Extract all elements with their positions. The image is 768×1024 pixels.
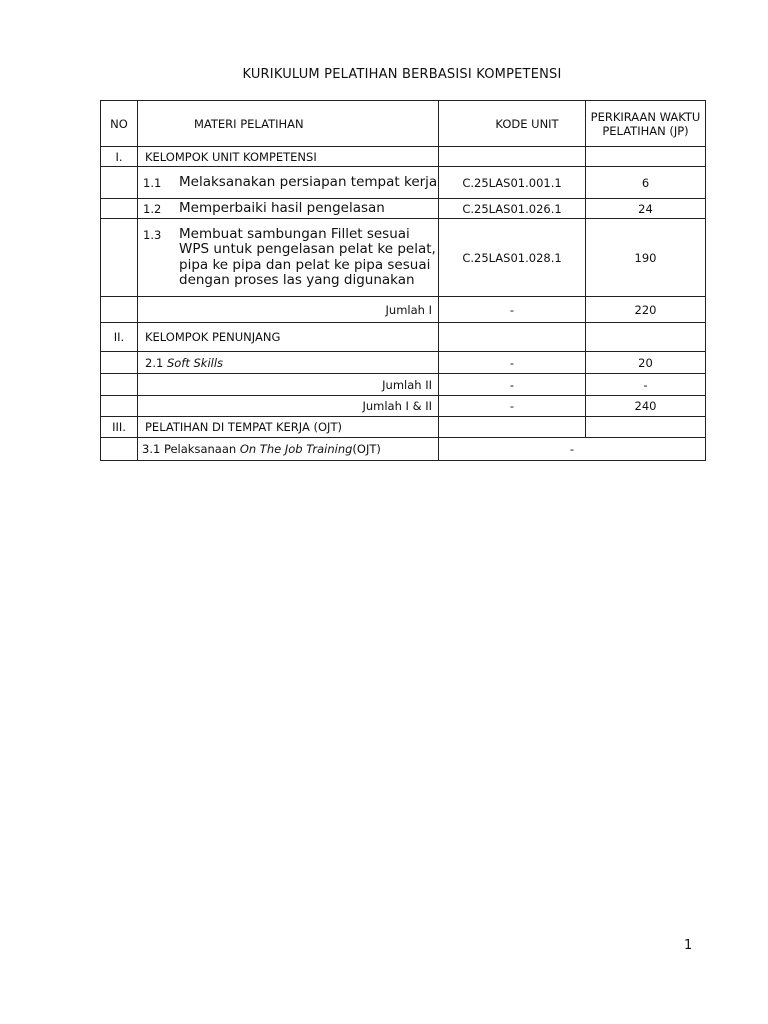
subtotal-jp: 220 (586, 297, 706, 323)
empty-cell (439, 147, 586, 167)
item-kode-unit: C.25LAS01.026.1 (439, 199, 586, 219)
item-kode-unit: C.25LAS01.028.1 (439, 219, 586, 297)
group-row (101, 417, 706, 438)
item-materi: Soft Skills (166, 355, 224, 370)
header-materi: MATERI PELATIHAN (138, 101, 439, 147)
group-label: KELOMPOK PENUNJANG (138, 323, 439, 352)
subtotal-row (101, 297, 706, 323)
empty-cell (439, 417, 586, 438)
group-label: PELATIHAN DI TEMPAT KERJA (OJT) (138, 417, 439, 438)
total-kode: - (439, 396, 586, 417)
table-header-row (101, 101, 706, 147)
total-row (101, 396, 706, 417)
empty-cell (101, 199, 138, 219)
ojt-item (138, 438, 439, 461)
empty-cell (439, 323, 586, 352)
materi-cell (138, 352, 439, 374)
item-number: 2.1 (145, 355, 164, 370)
table-row (101, 199, 706, 219)
item-jp: 20 (586, 352, 706, 374)
empty-cell (101, 438, 138, 461)
curriculum-table (100, 100, 706, 461)
header-no: NO (101, 101, 138, 147)
page-number: 1 (684, 938, 693, 953)
header-kode-unit: KODE UNIT (439, 101, 586, 147)
item-jp: 6 (586, 167, 706, 199)
empty-cell (101, 297, 138, 323)
header-waktu: PERKIRAAN WAKTU PELATIHAN (JP) (586, 101, 706, 147)
document-title: KURIKULUM PELATIHAN BERBASISI KOMPETENSI (242, 67, 562, 82)
total-label: Jumlah I & II (138, 396, 439, 417)
group-row (101, 147, 706, 167)
ojt-suffix: (OJT) (352, 442, 381, 456)
group-number: III. (101, 417, 138, 438)
materi-cell (138, 199, 439, 219)
group-row (101, 323, 706, 352)
item-materi: Membuat sambungan Fillet sesuai WPS untuk pengelasan pelat ke pelat, pipa ke pipa dan pelat ke pipa sesuai dengan proses las yang digunakan (179, 225, 436, 288)
empty-cell (101, 167, 138, 199)
group-number: I. (101, 147, 138, 167)
ojt-value: - (439, 438, 706, 461)
subtotal-jp: - (586, 374, 706, 396)
table-row (101, 438, 706, 461)
item-jp: 24 (586, 199, 706, 219)
ojt-italic: On The Job Training (239, 442, 353, 456)
item-materi: Melaksanakan persiapan tempat kerja (179, 173, 438, 190)
item-jp: 190 (586, 219, 706, 297)
empty-cell (101, 374, 138, 396)
subtotal-row (101, 374, 706, 396)
empty-cell (586, 323, 706, 352)
table-row (101, 167, 706, 199)
item-kode-unit: - (439, 352, 586, 374)
materi-cell (138, 219, 439, 297)
subtotal-kode: - (439, 297, 586, 323)
subtotal-label: Jumlah II (138, 374, 439, 396)
empty-cell (101, 396, 138, 417)
subtotal-label: Jumlah I (138, 297, 439, 323)
materi-cell (138, 167, 439, 199)
ojt-prefix: 3.1 Pelaksanaan (142, 442, 240, 456)
table-row (101, 219, 706, 297)
item-number: 1.1 (143, 175, 162, 190)
total-jp: 240 (586, 396, 706, 417)
table-row (101, 352, 706, 374)
empty-cell (586, 417, 706, 438)
empty-cell (586, 147, 706, 167)
group-label: KELOMPOK UNIT KOMPETENSI (138, 147, 439, 167)
item-number: 1.2 (143, 201, 162, 216)
item-number: 1.3 (143, 227, 162, 242)
group-number: II. (101, 323, 138, 352)
item-kode-unit: C.25LAS01.001.1 (439, 167, 586, 199)
empty-cell (101, 352, 138, 374)
empty-cell (101, 219, 138, 297)
subtotal-kode: - (439, 374, 586, 396)
item-materi: Memperbaiki hasil pengelasan (179, 199, 385, 216)
